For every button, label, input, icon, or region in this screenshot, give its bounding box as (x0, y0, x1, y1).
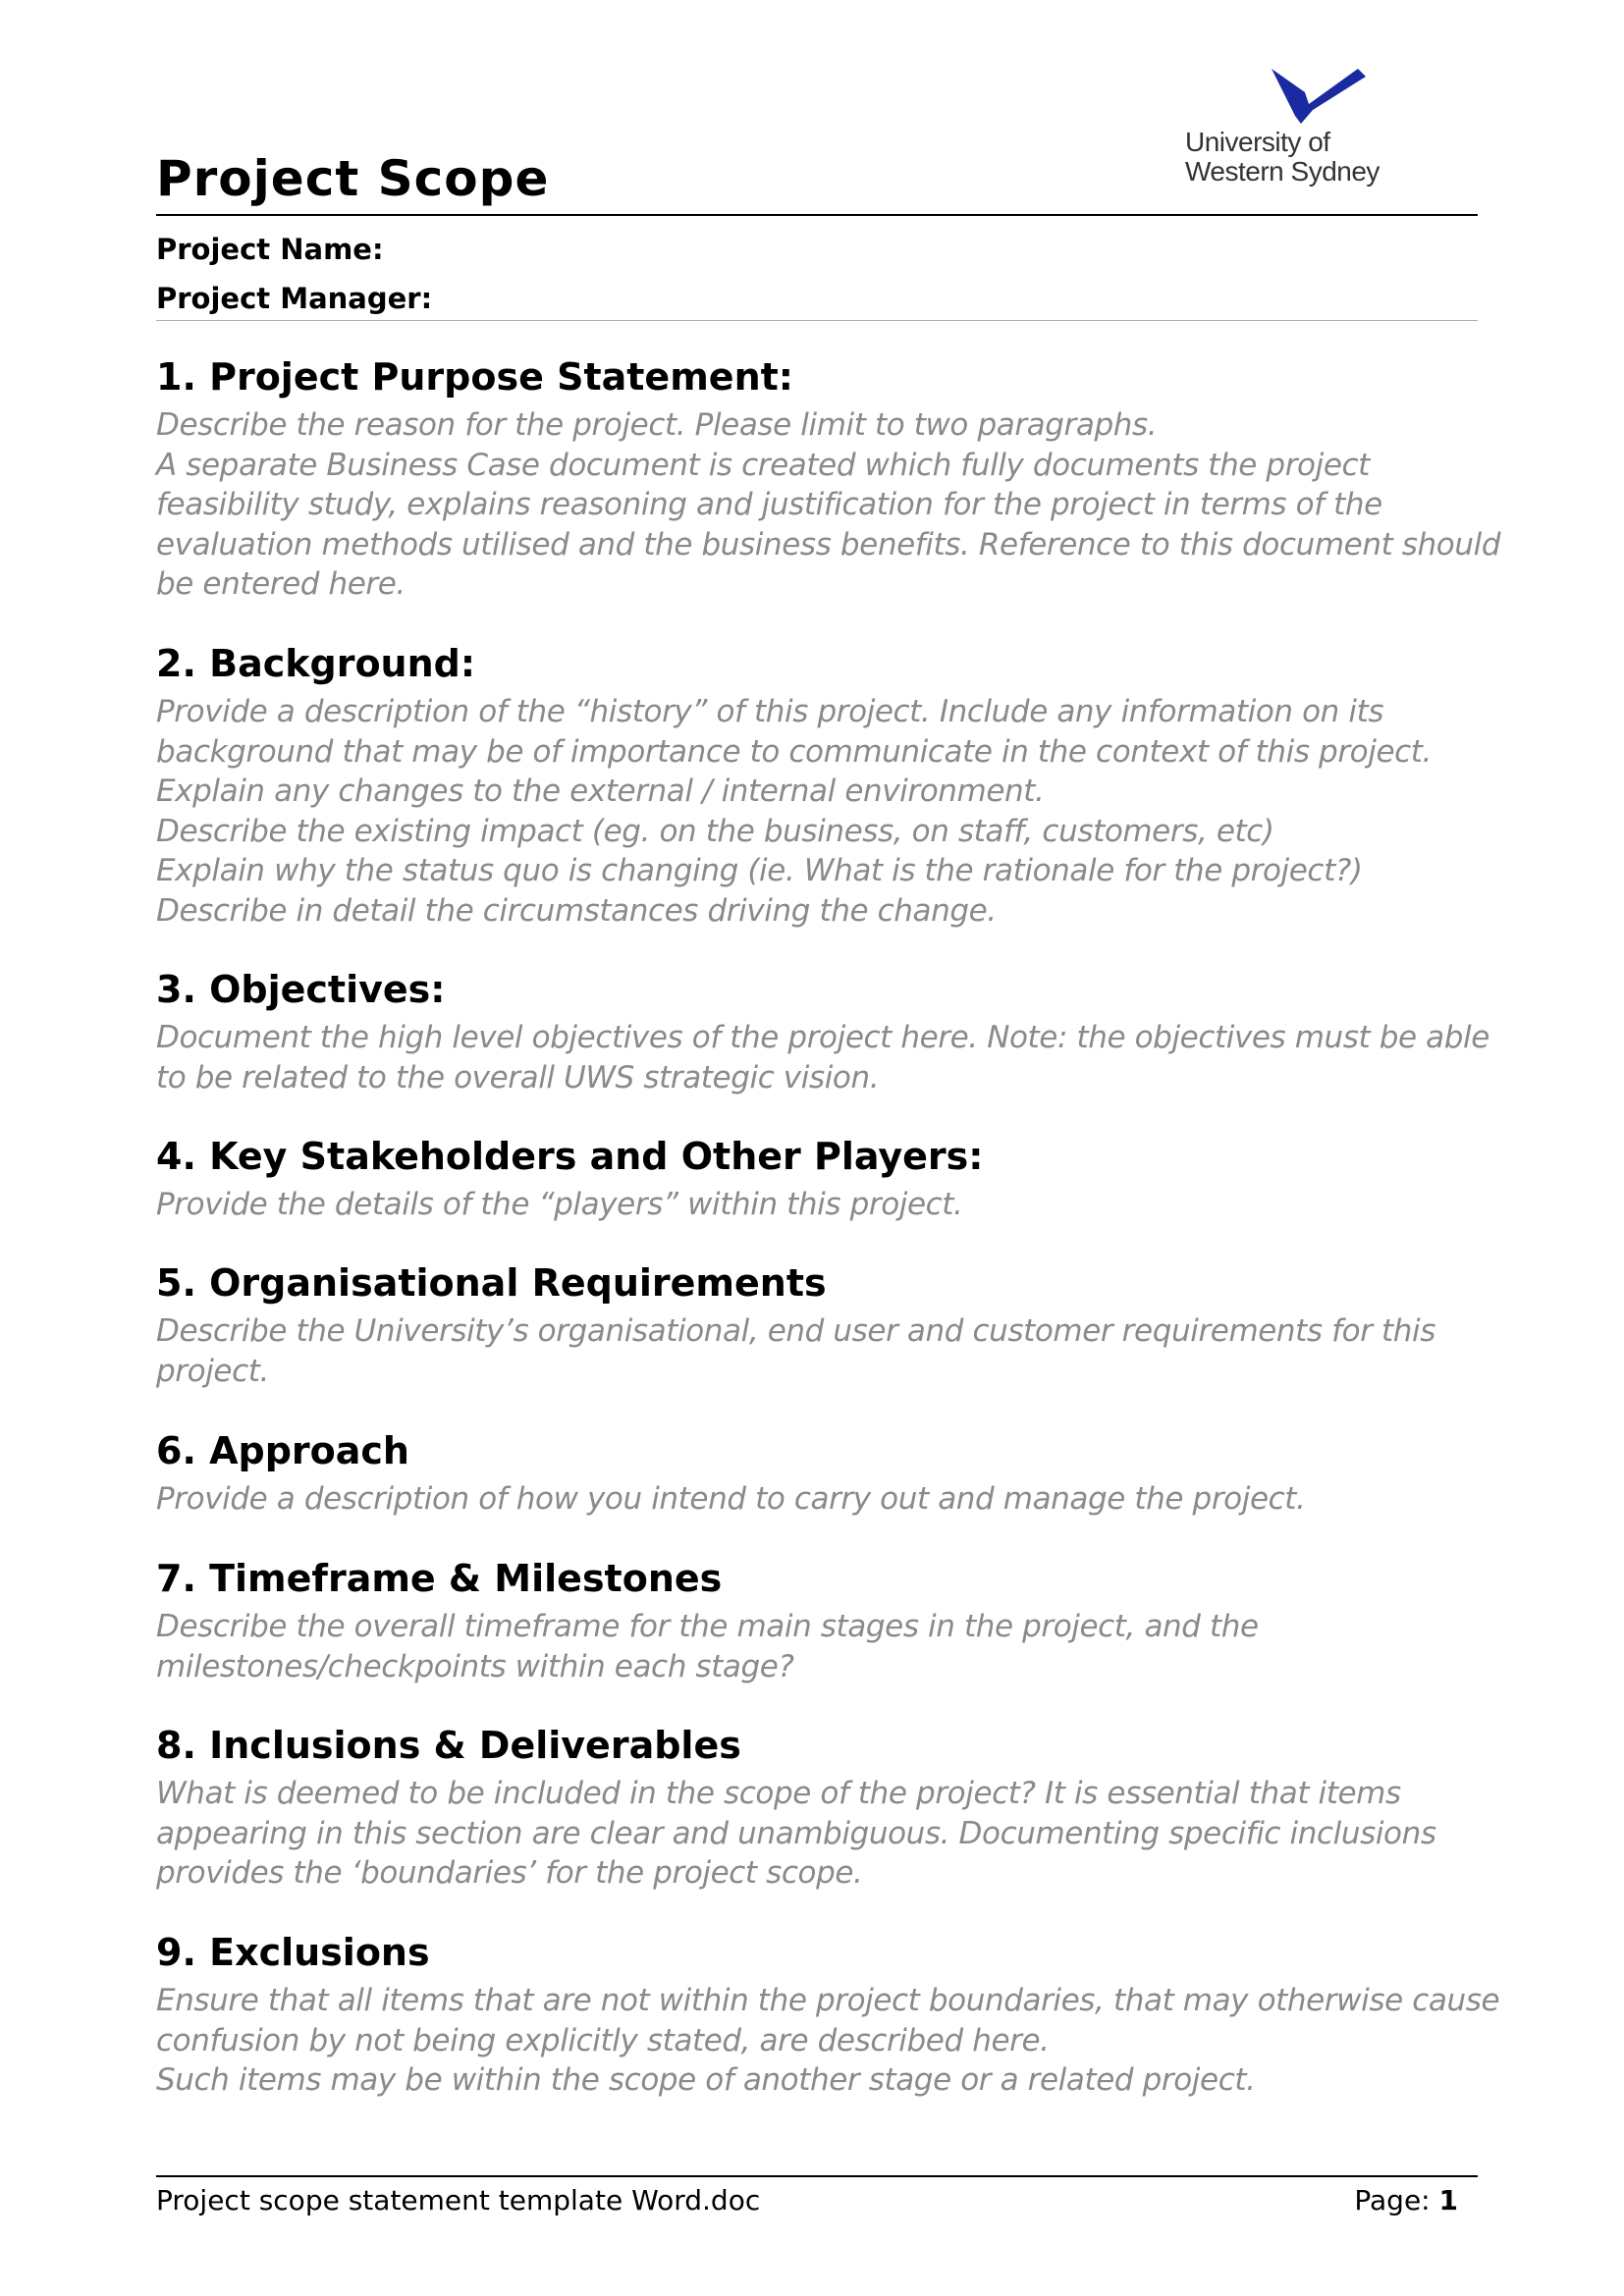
description-line: Describe in detail the circumstances driving the change. (156, 892, 997, 929)
description-line: Describe the overall timeframe for the main stages in the project, and the (156, 1609, 1259, 1644)
section-approach (156, 1428, 1478, 1520)
description-line: provides the ‘boundaries’ for the project scope. (156, 1855, 863, 1892)
description-line: milestones/checkpoints within each stage? (156, 1648, 794, 1684)
section-purpose-statement (156, 354, 1501, 605)
page-label: Page: (1354, 2184, 1439, 2216)
description-line: Provide the details of the “players” within this project. (156, 1187, 963, 1222)
logo-wordmark (1185, 128, 1380, 187)
project-name-label: Project Name: (156, 233, 384, 266)
section-description (156, 692, 1478, 932)
section-heading: 4. Key Stakeholders and Other Players: (156, 1135, 984, 1178)
title-divider (156, 214, 1478, 216)
description-line: confusion by not being explicitly stated, are described here. (156, 2022, 1050, 2058)
section-stakeholders (156, 1134, 1478, 1225)
section-description (156, 405, 1501, 605)
uws-bird-icon (1185, 63, 1450, 132)
section-description (156, 1607, 1478, 1686)
description-line: Such items may be within the scope of another stage or a related project. (156, 2062, 1256, 2099)
section-background (156, 641, 1478, 932)
description-line: project. (156, 1353, 269, 1389)
logo-line-1: University of (1185, 127, 1330, 157)
section-inclusions-deliverables (156, 1723, 1478, 1894)
section-organisational-requirements (156, 1260, 1478, 1391)
description-line: background that may be of importance to communicate in the context of this project. (156, 733, 1432, 770)
page-title: Project Scope (156, 150, 550, 207)
description-line: feasibility study, explains reasoning and justification for the project in terms of the (156, 487, 1382, 523)
description-line: Provide a description of the “history” of this project. Include any information on its (156, 694, 1384, 729)
description-line: Describe the reason for the project. Please limit to two paragraphs. (156, 407, 1158, 443)
footer-page-indicator (1354, 2183, 1458, 2218)
section-heading: 8. Inclusions & Deliverables (156, 1724, 741, 1767)
description-line: to be related to the overall UWS strategic vision. (156, 1059, 880, 1095)
footer-filename: Project scope statement template Word.doc (156, 2184, 761, 2216)
description-line: What is deemed to be included in the scope of the project? It is essential that items (156, 1776, 1401, 1811)
section-timeframe-milestones (156, 1556, 1478, 1686)
section-heading: 1. Project Purpose Statement: (156, 355, 793, 399)
university-logo (1185, 63, 1450, 200)
section-description (156, 1185, 1478, 1225)
section-description (156, 1981, 1500, 2101)
description-line: evaluation methods utilised and the business benefits. Reference to this document should (156, 526, 1501, 562)
description-line: Document the high level objectives of the project here. Note: the objectives must be able (156, 1020, 1489, 1055)
description-line: be entered here. (156, 566, 406, 603)
description-line: appearing in this section are clear and unambiguous. Documenting specific inclusions (156, 1815, 1436, 1851)
section-description (156, 1774, 1478, 1894)
document-page (156, 0, 1501, 2296)
description-line: Describe the existing impact (eg. on the business, on staff, customers, etc) (156, 813, 1274, 849)
logo-line-2: Western Sydney (1185, 156, 1380, 187)
section-heading: 7. Timeframe & Milestones (156, 1557, 723, 1600)
section-heading: 9. Exclusions (156, 1931, 430, 1974)
header-divider (156, 320, 1478, 321)
page-number: 1 (1438, 2184, 1458, 2216)
section-exclusions (156, 1930, 1500, 2101)
section-heading: 6. Approach (156, 1429, 409, 1472)
project-manager-label: Project Manager: (156, 282, 433, 315)
section-description (156, 1018, 1489, 1097)
footer-divider (156, 2175, 1478, 2177)
section-heading: 5. Organisational Requirements (156, 1261, 827, 1305)
description-line: Explain why the status quo is changing (ie. What is the rationale for the project?) (156, 853, 1363, 889)
description-line: Describe the University’s organisational, end user and customer requirements for this (156, 1313, 1435, 1349)
section-objectives (156, 967, 1489, 1097)
description-line: Ensure that all items that are not within the project boundaries, that may otherwise cause (156, 1983, 1500, 2018)
section-heading: 3. Objectives: (156, 968, 446, 1011)
section-heading: 2. Background: (156, 642, 476, 685)
description-line: Explain any changes to the external / internal environment. (156, 774, 1045, 810)
section-description (156, 1479, 1478, 1520)
section-description (156, 1311, 1478, 1391)
description-line: Provide a description of how you intend to carry out and manage the project. (156, 1481, 1306, 1517)
description-line: A separate Business Case document is created which fully documents the project (156, 447, 1370, 483)
